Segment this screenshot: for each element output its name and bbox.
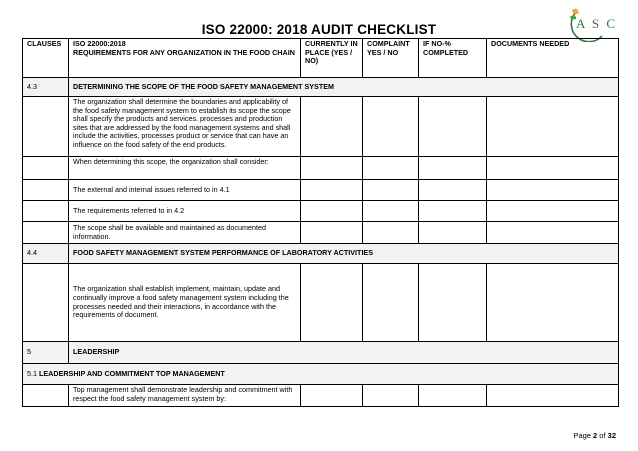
if-no-completed-cell[interactable]: [419, 385, 487, 407]
page-title: ISO 22000: 2018 AUDIT CHECKLIST: [201, 22, 437, 37]
if-no-completed-cell[interactable]: [419, 264, 487, 342]
table-row: [23, 201, 619, 222]
documents-needed-cell[interactable]: [487, 264, 619, 342]
section-title-text: LEADERSHIP AND COMMITMENT TOP MANAGEMENT: [39, 368, 225, 378]
audit-checklist-table: [22, 38, 619, 407]
complaint-cell[interactable]: [363, 157, 419, 180]
requirement-text: The scope shall be available and maintained as documented information.: [69, 222, 301, 244]
currently-in-place-cell[interactable]: [301, 97, 363, 157]
header-requirement-text: REQUIREMENTS FOR ANY ORGANIZATION IN THE FOOD CHAIN: [73, 47, 295, 57]
clause-number: 4.3: [23, 78, 69, 97]
section-row-5: [23, 342, 619, 364]
currently-in-place-cell[interactable]: [301, 385, 363, 407]
requirement-text: The requirements referred to in 4.2: [69, 201, 301, 222]
table-row: [23, 180, 619, 201]
clause-number: 5.1: [27, 368, 37, 378]
logo-text: A S C: [576, 16, 618, 31]
header-clauses: CLAUSES: [23, 39, 69, 78]
documents-needed-cell[interactable]: [487, 385, 619, 407]
section-title: FOOD SAFETY MANAGEMENT SYSTEM PERFORMANCE OF LABORATORY ACTIVITIES: [69, 244, 619, 264]
header-requirements: [69, 39, 301, 78]
header-complaint: COMPLAINT YES / NO: [363, 39, 419, 78]
documents-needed-cell[interactable]: [487, 180, 619, 201]
table-row: [23, 222, 619, 244]
documents-needed-cell[interactable]: [487, 157, 619, 180]
section-row-5-1: [23, 364, 619, 385]
header-row: [23, 39, 619, 78]
header-if-no-completed: IF NO-% COMPLETED: [419, 39, 487, 78]
header-currently-in-place: CURRENTLY IN PLACE (YES / NO): [301, 39, 363, 78]
requirement-text: Top management shall demonstrate leadership and commitment with respect the food safety management system by:: [69, 385, 301, 407]
complaint-cell[interactable]: [363, 97, 419, 157]
table-row: [23, 385, 619, 407]
if-no-completed-cell[interactable]: [419, 97, 487, 157]
clause-number: 4.4: [23, 244, 69, 264]
complaint-cell[interactable]: [363, 180, 419, 201]
table-row: [23, 97, 619, 157]
documents-needed-cell[interactable]: [487, 201, 619, 222]
documents-needed-cell[interactable]: [487, 222, 619, 244]
section-title: DETERMINING THE SCOPE OF THE FOOD SAFETY MANAGEMENT SYSTEM: [69, 78, 619, 97]
complaint-cell[interactable]: [363, 201, 419, 222]
header-requirement-standard: ISO 22000:2018: [73, 39, 126, 48]
requirement-text: The external and internal issues referred to in 4.1: [69, 180, 301, 201]
requirement-text: The organization shall establish implement, maintain, update and continually improve a food safety management system including the processes needed and their interactions, in accordance with the requirements of document.: [69, 264, 301, 342]
requirement-text: When determining this scope, the organization shall consider:: [69, 157, 301, 180]
section-title: [23, 364, 619, 385]
currently-in-place-cell[interactable]: [301, 180, 363, 201]
table-row: [23, 264, 619, 342]
complaint-cell[interactable]: [363, 385, 419, 407]
section-row-4-3: [23, 78, 619, 97]
currently-in-place-cell[interactable]: [301, 264, 363, 342]
table-row: [23, 157, 619, 180]
section-title: LEADERSHIP: [69, 342, 619, 364]
currently-in-place-cell[interactable]: [301, 201, 363, 222]
if-no-completed-cell[interactable]: [419, 180, 487, 201]
documents-needed-cell[interactable]: [487, 97, 619, 157]
currently-in-place-cell[interactable]: [301, 157, 363, 180]
section-row-4-4: [23, 244, 619, 264]
header-documents-needed: DOCUMENTS NEEDED: [487, 39, 619, 78]
complaint-cell[interactable]: [363, 264, 419, 342]
if-no-completed-cell[interactable]: [419, 157, 487, 180]
currently-in-place-cell[interactable]: [301, 222, 363, 244]
page-number: Page 2 of 32: [573, 431, 616, 440]
clause-number: 5: [23, 342, 69, 364]
if-no-completed-cell[interactable]: [419, 201, 487, 222]
requirement-text: The organization shall determine the boundaries and applicability of the food safety management system to establish its scope the scope shall specify the products and services. processes and production sites that are addressed by the food management systems and shall include the activities, processes product or service that can have an influence on the food safety of the end products.: [69, 97, 301, 157]
complaint-cell[interactable]: [363, 222, 419, 244]
if-no-completed-cell[interactable]: [419, 222, 487, 244]
asc-logo: [562, 8, 618, 42]
